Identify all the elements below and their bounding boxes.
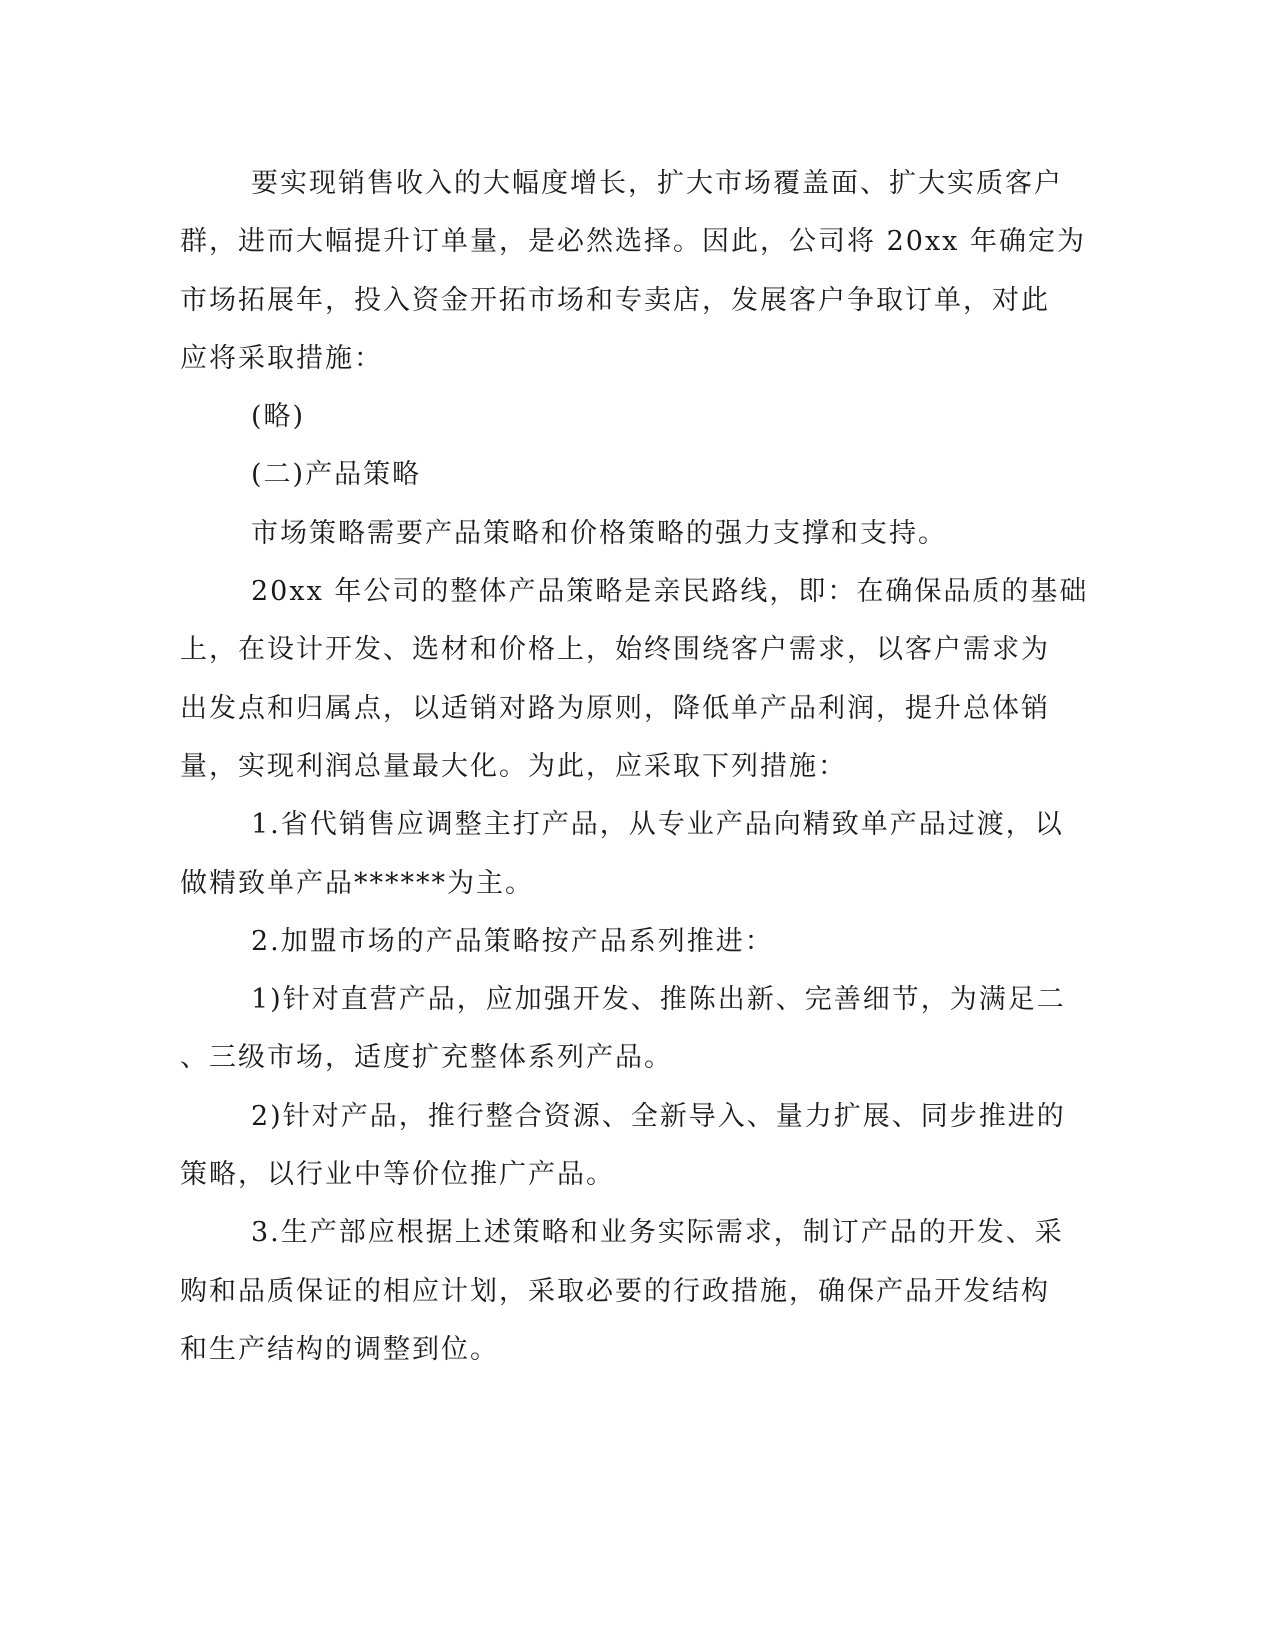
list-item-line: 2)针对产品，推行整合资源、全新导入、量力扩展、同步推进的: [251, 1100, 1066, 1132]
paragraph-line: (略): [251, 401, 306, 433]
list-item-line: 和生产结构的调整到位。: [180, 1333, 499, 1365]
paragraph-line: 群，进而大幅提升订单量，是必然选择。因此，公司将 20xx 年确定为: [180, 226, 1086, 258]
list-item-line: 1.省代销售应调整主打产品，从专业产品向精致单产品过渡，以: [251, 809, 1064, 841]
section-heading: (二)产品策略: [251, 459, 422, 491]
paragraph-line: 应将采取措施：: [180, 342, 383, 374]
paragraph-line: 市场策略需要产品策略和价格策略的强力支撑和支持。: [251, 517, 947, 549]
paragraph-line: 出发点和归属点，以适销对路为原则，降低单产品利润，提升总体销: [180, 692, 1050, 724]
paragraph-line: 市场拓展年，投入资金开拓市场和专卖店，发展客户争取订单，对此: [180, 284, 1050, 316]
list-item-line: 1)针对直营产品，应加强开发、推陈出新、完善细节，为满足二: [251, 984, 1066, 1016]
list-item-line: 策略，以行业中等价位推广产品。: [180, 1159, 615, 1191]
paragraph-line: 要实现销售收入的大幅度增长，扩大市场覆盖面、扩大实质客户: [251, 168, 1063, 199]
paragraph-line: 上，在设计开发、选材和价格上，始终围绕客户需求，以客户需求为: [180, 634, 1050, 666]
paragraph-line: 量，实现利润总量最大化。为此，应采取下列措施：: [180, 750, 847, 782]
list-item-line: 、三级市场，适度扩充整体系列产品。: [180, 1042, 673, 1074]
document-body: [180, 155, 1089, 1379]
paragraph-line: 20xx 年公司的整体产品策略是亲民路线，即：在确保品质的基础: [251, 576, 1089, 608]
list-item-line: 3.生产部应根据上述策略和业务实际需求，制订产品的开发、采: [251, 1217, 1064, 1249]
list-item-line: 2.加盟市场的产品策略按产品系列推进：: [251, 925, 774, 957]
list-item-line: 购和品质保证的相应计划，采取必要的行政措施，确保产品开发结构: [180, 1275, 1050, 1307]
list-item-line: 做精致单产品******为主。: [180, 867, 534, 899]
